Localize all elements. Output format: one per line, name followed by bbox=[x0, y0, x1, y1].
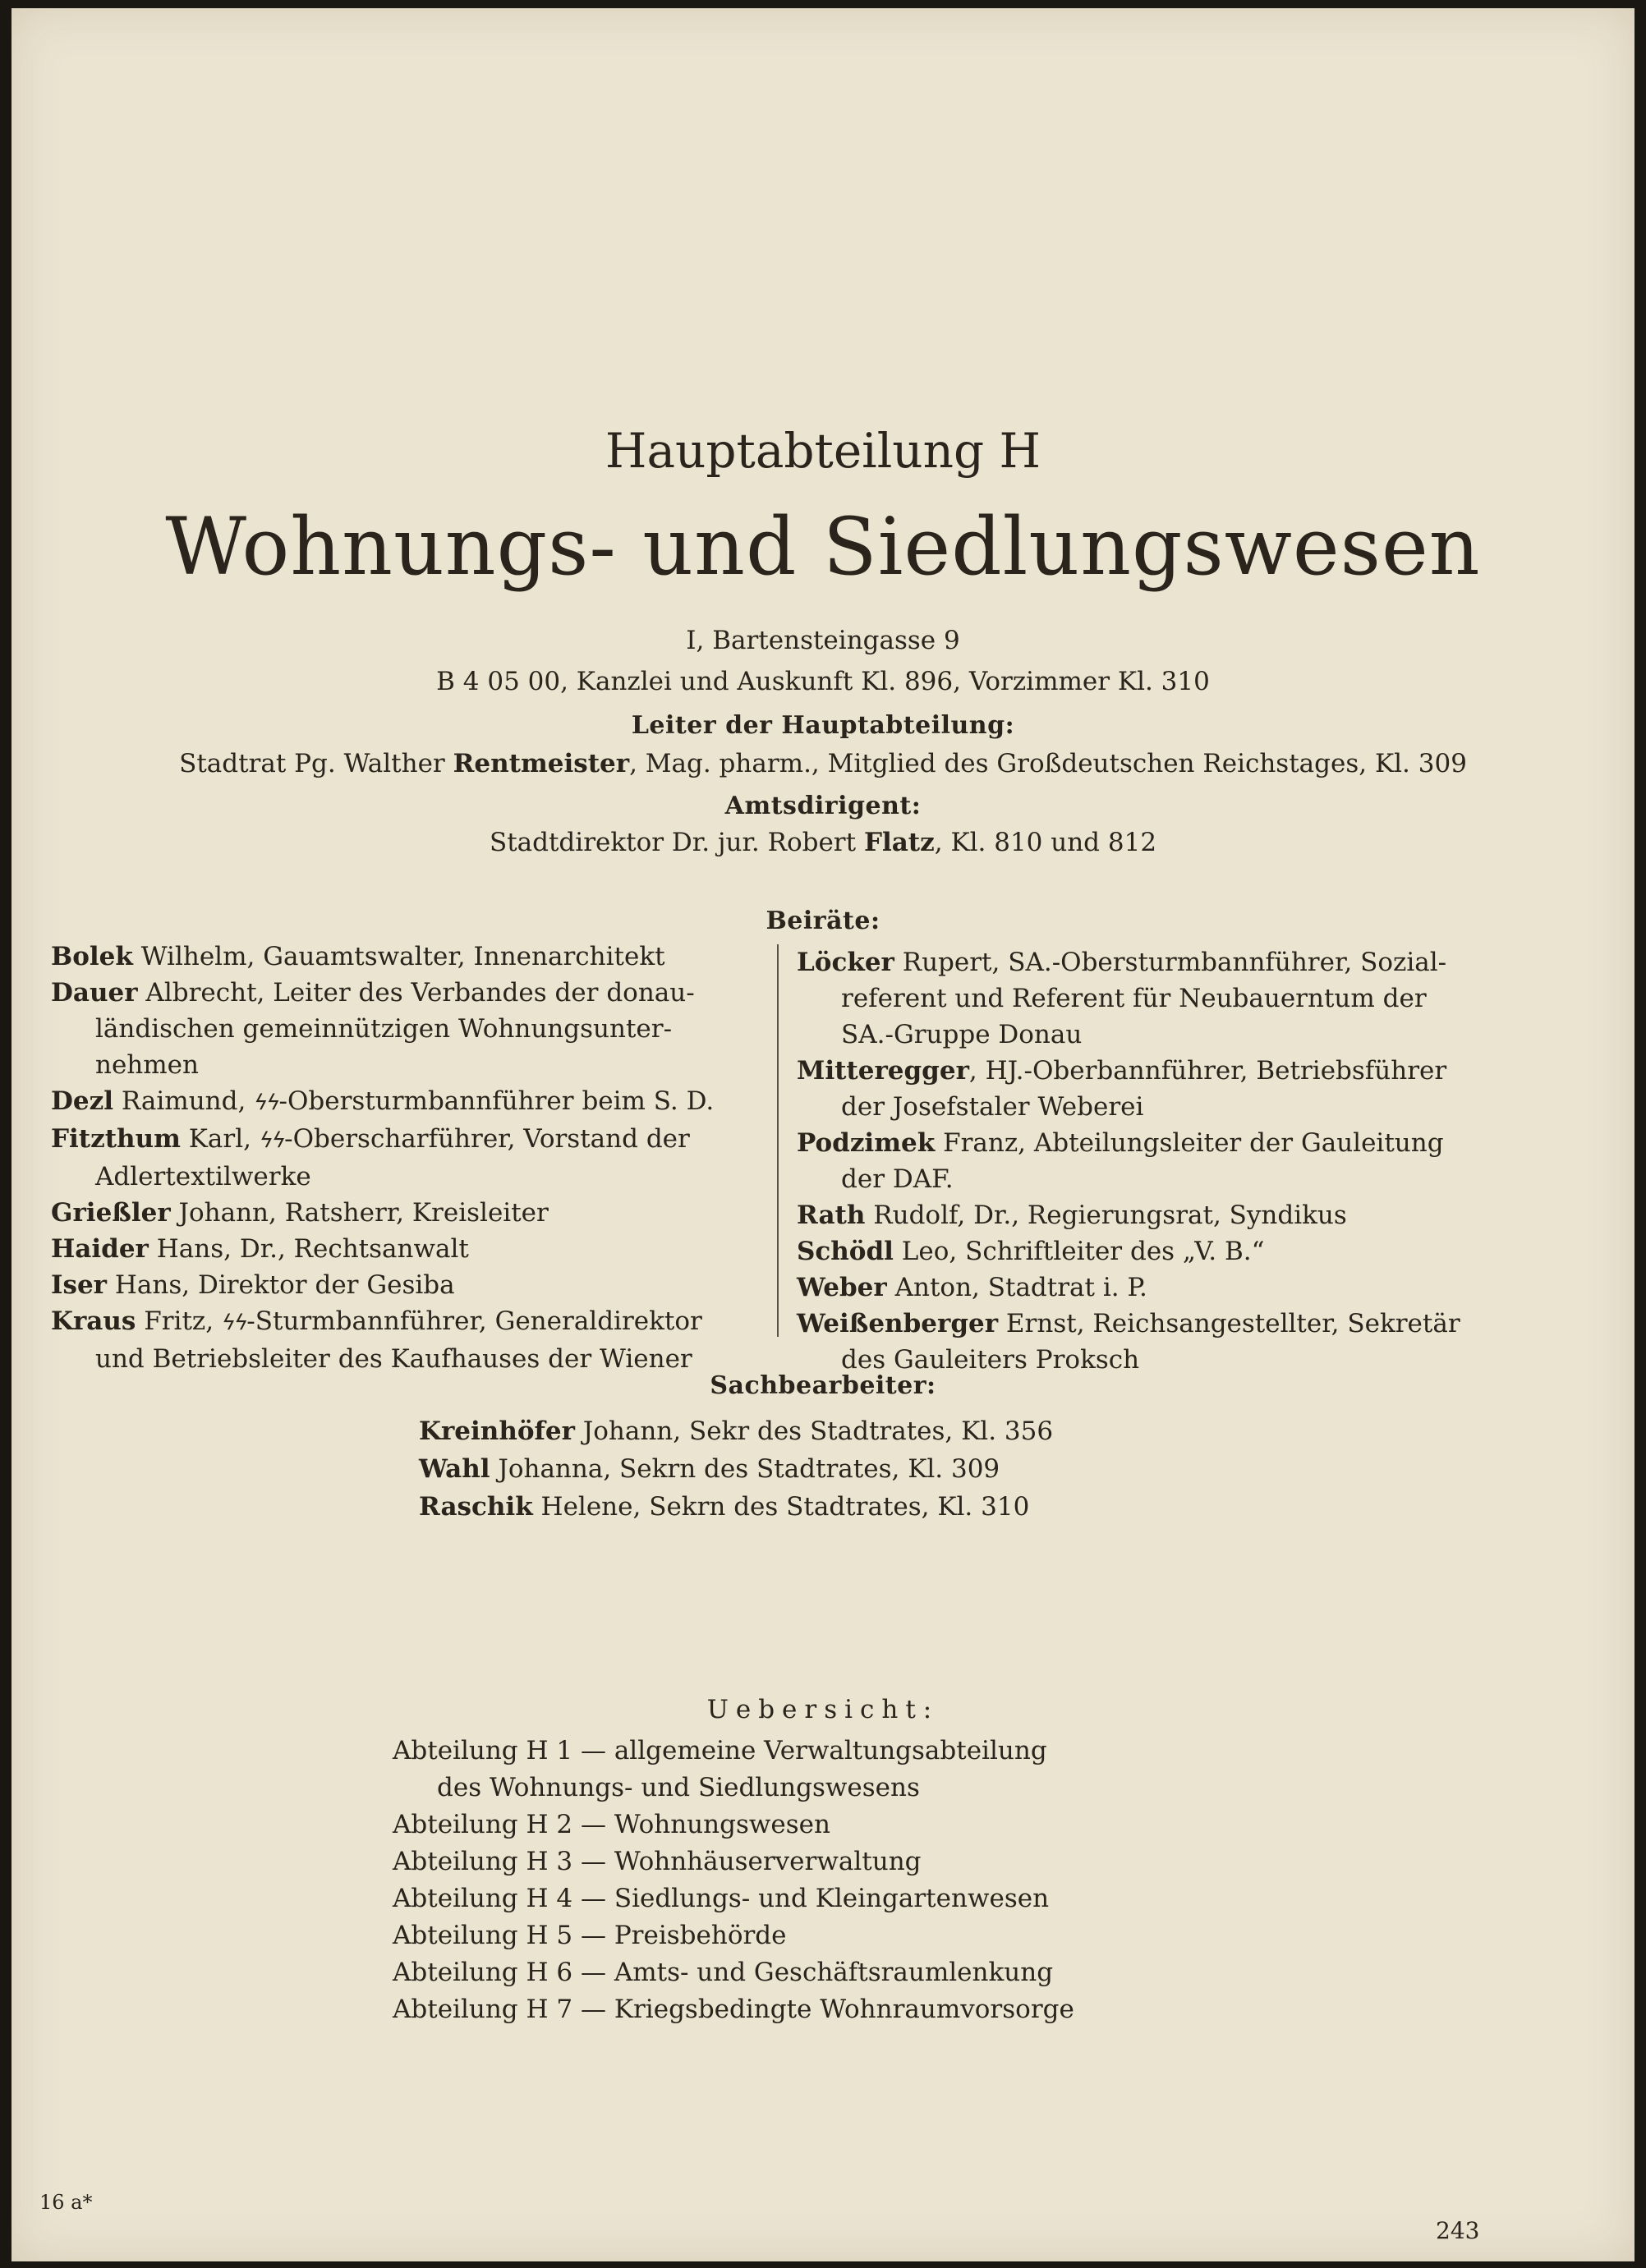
person-desc: Hans, Direktor der Gesiba bbox=[107, 1270, 455, 1300]
ss-rune-icon: ϟϟ bbox=[221, 1311, 247, 1335]
person-name: Fitzthum bbox=[51, 1124, 181, 1154]
person-name: Podzimek bbox=[797, 1128, 936, 1158]
ss-rune-icon: ϟϟ bbox=[259, 1128, 285, 1153]
person-desc: Leo, Schriftleiter des „V. B.“ bbox=[893, 1237, 1265, 1266]
beiraete-label: Beiräte: bbox=[766, 907, 880, 935]
dash: — bbox=[580, 1921, 606, 1950]
leader-line bbox=[11, 749, 1635, 778]
director-label: Amtsdirigent: bbox=[724, 792, 922, 820]
department-desc: Kriegsbedingte Wohnraumvorsorge bbox=[614, 1995, 1074, 2024]
list-item bbox=[797, 1233, 1511, 1269]
list-item bbox=[797, 1306, 1511, 1378]
person-name: Weber bbox=[797, 1273, 887, 1302]
department-desc: Wohnhäuserverwaltung bbox=[614, 1847, 922, 1876]
uebersicht-label: Uebersicht: bbox=[706, 1695, 940, 1724]
dash: — bbox=[580, 1995, 606, 2024]
beiraete-right-column bbox=[797, 944, 1511, 1378]
person-desc: Fritz, bbox=[136, 1306, 222, 1336]
department-desc: Preisbehörde bbox=[614, 1921, 787, 1950]
list-item bbox=[419, 1412, 1053, 1450]
list-item bbox=[797, 1125, 1511, 1197]
list-item bbox=[393, 1991, 1074, 2028]
phone-line: B 4 05 00, Kanzlei und Auskunft Kl. 896, Vorzimmer Kl. 310 bbox=[436, 667, 1210, 696]
sachbearbeiter-list bbox=[419, 1412, 1053, 1526]
list-item bbox=[797, 1269, 1511, 1306]
address: I, Bartensteingasse 9 bbox=[686, 626, 960, 655]
person-desc-cont: und Betriebsleiter des Kaufhauses der Wiener bbox=[95, 1344, 692, 1374]
person-desc-cont: des Gauleiters Proksch bbox=[841, 1345, 1140, 1375]
list-item bbox=[393, 1880, 1074, 1917]
list-item bbox=[393, 1917, 1074, 1954]
department-code: Abteilung H 1 bbox=[393, 1736, 573, 1765]
list-item bbox=[393, 1807, 1074, 1843]
list-item bbox=[51, 1083, 757, 1121]
list-item bbox=[393, 1843, 1074, 1880]
person-desc-cont: Adlertextilwerke bbox=[95, 1162, 311, 1191]
person-name: Raschik bbox=[419, 1492, 533, 1522]
department-desc: allgemeine Verwaltungsabteilung bbox=[614, 1736, 1047, 1765]
department-code: Abteilung H 5 bbox=[393, 1921, 573, 1950]
director-line bbox=[11, 828, 1635, 857]
person-desc: Anton, Stadtrat i. P. bbox=[886, 1273, 1147, 1302]
person-name: Grießler bbox=[51, 1198, 171, 1228]
department-code: Abteilung H 2 bbox=[393, 1810, 573, 1839]
list-item bbox=[797, 1197, 1511, 1233]
person-name: Rath bbox=[797, 1201, 866, 1230]
list-item bbox=[797, 944, 1511, 1053]
department-desc: Siedlungs- und Kleingartenwesen bbox=[614, 1884, 1050, 1913]
list-item bbox=[51, 1195, 757, 1231]
person-desc: Albrecht, Leiter des Verbandes der donau- bbox=[137, 978, 695, 1008]
department-code: Abteilung H 6 bbox=[393, 1958, 573, 1987]
person-desc: Hans, Dr., Rechtsanwalt bbox=[148, 1234, 469, 1264]
director-prefix: Stadtdirektor Dr. jur. Robert bbox=[489, 828, 857, 857]
person-desc: Rudolf, Dr., Regierungsrat, Syndikus bbox=[865, 1201, 1347, 1230]
person-name: Weißenberger bbox=[797, 1309, 999, 1338]
person-name: Mitteregger bbox=[797, 1056, 969, 1086]
person-desc: Johann, Ratsherr, Kreisleiter bbox=[170, 1198, 549, 1228]
person-desc: Johanna, Sekrn des Stadtrates, Kl. 309 bbox=[490, 1454, 1000, 1484]
person-desc: Ernst, Reichsangestellter, Sekretär bbox=[998, 1309, 1460, 1338]
person-name: Dezl bbox=[51, 1086, 113, 1116]
beiraete-left-column bbox=[51, 939, 757, 1377]
list-item bbox=[419, 1488, 1053, 1526]
department-desc-cont: des Wohnungs- und Siedlungswesens bbox=[437, 1773, 920, 1802]
page-title: Wohnungs- und Siedlungswesen bbox=[165, 501, 1481, 593]
department-code: Abteilung H 7 bbox=[393, 1995, 573, 2024]
person-name: Kraus bbox=[51, 1306, 136, 1336]
list-item bbox=[393, 1733, 1074, 1807]
person-desc-cont: der Josefstaler Weberei bbox=[841, 1092, 1144, 1122]
page-number: 243 bbox=[1436, 2217, 1480, 2244]
department-code: Abteilung H 3 bbox=[393, 1847, 573, 1876]
person-desc: -Obersturmbannführer beim S. D. bbox=[278, 1086, 715, 1116]
dash: — bbox=[580, 1810, 606, 1839]
person-desc: Helene, Sekrn des Stadtrates, Kl. 310 bbox=[532, 1492, 1030, 1522]
document-page bbox=[11, 8, 1635, 2261]
director-suffix: , Kl. 810 und 812 bbox=[934, 828, 1157, 857]
column-divider bbox=[777, 944, 779, 1337]
person-desc: , HJ.-Oberbannführer, Betriebsführer bbox=[968, 1056, 1447, 1086]
list-item bbox=[51, 1267, 757, 1303]
sachbearbeiter-label: Sachbearbeiter: bbox=[710, 1371, 936, 1400]
person-desc: Karl, bbox=[180, 1124, 260, 1154]
person-desc-cont: ländischen gemeinnützigen Wohnungsunter- bbox=[95, 1014, 673, 1044]
person-desc: Raimund, bbox=[113, 1086, 255, 1116]
person-name: Löcker bbox=[797, 948, 894, 977]
list-item bbox=[51, 1231, 757, 1267]
person-name: Kreinhöfer bbox=[419, 1416, 575, 1446]
person-desc-cont: nehmen bbox=[95, 1050, 199, 1080]
person-desc: Wilhelm, Gauamtswalter, Innenarchitekt bbox=[132, 942, 665, 971]
department-heading: Hauptabteilung H bbox=[605, 423, 1041, 479]
leader-name: Rentmeister bbox=[453, 749, 630, 778]
person-desc-cont: SA.-Gruppe Donau bbox=[841, 1020, 1083, 1049]
list-item bbox=[797, 1053, 1511, 1125]
leader-prefix: Stadtrat Pg. Walther bbox=[179, 749, 445, 778]
uebersicht-list bbox=[393, 1733, 1074, 2028]
ss-rune-icon: ϟϟ bbox=[254, 1090, 279, 1115]
dash: — bbox=[580, 1884, 606, 1913]
list-item bbox=[51, 1303, 757, 1377]
dash: — bbox=[580, 1958, 606, 1987]
person-name: Iser bbox=[51, 1270, 108, 1300]
list-item bbox=[419, 1450, 1053, 1488]
dash: — bbox=[580, 1847, 606, 1876]
department-code: Abteilung H 4 bbox=[393, 1884, 573, 1913]
director-name: Flatz bbox=[863, 828, 935, 857]
person-name: Bolek bbox=[51, 942, 133, 971]
person-name: Wahl bbox=[419, 1454, 490, 1484]
signature-mark: 16 a* bbox=[39, 2191, 93, 2214]
department-desc: Wohnungswesen bbox=[614, 1810, 830, 1839]
person-desc: Johann, Sekr des Stadtrates, Kl. 356 bbox=[574, 1416, 1054, 1446]
list-item bbox=[51, 939, 757, 975]
leader-suffix: , Mag. pharm., Mitglied des Großdeutschen Reichstages, Kl. 309 bbox=[629, 749, 1467, 778]
person-name: Haider bbox=[51, 1234, 149, 1264]
person-desc-cont: der DAF. bbox=[841, 1164, 954, 1194]
list-item bbox=[51, 975, 757, 1083]
person-desc: -Sturmbannführer, Generaldirektor bbox=[246, 1306, 702, 1336]
dash: — bbox=[580, 1736, 606, 1765]
person-desc-cont: referent und Referent für Neubauerntum der bbox=[841, 984, 1427, 1013]
person-desc: Rupert, SA.-Obersturmbannführer, Sozial- bbox=[894, 948, 1447, 977]
department-desc: Amts- und Geschäftsraumlenkung bbox=[614, 1958, 1054, 1987]
leader-label: Leiter der Hauptabteilung: bbox=[631, 711, 1015, 740]
person-name: Dauer bbox=[51, 978, 138, 1008]
list-item bbox=[393, 1954, 1074, 1991]
person-desc: -Oberscharführer, Vorstand der bbox=[284, 1124, 690, 1154]
person-desc: Franz, Abteilungsleiter der Gauleitung bbox=[935, 1128, 1444, 1158]
person-name: Schödl bbox=[797, 1237, 894, 1266]
list-item bbox=[51, 1121, 757, 1195]
